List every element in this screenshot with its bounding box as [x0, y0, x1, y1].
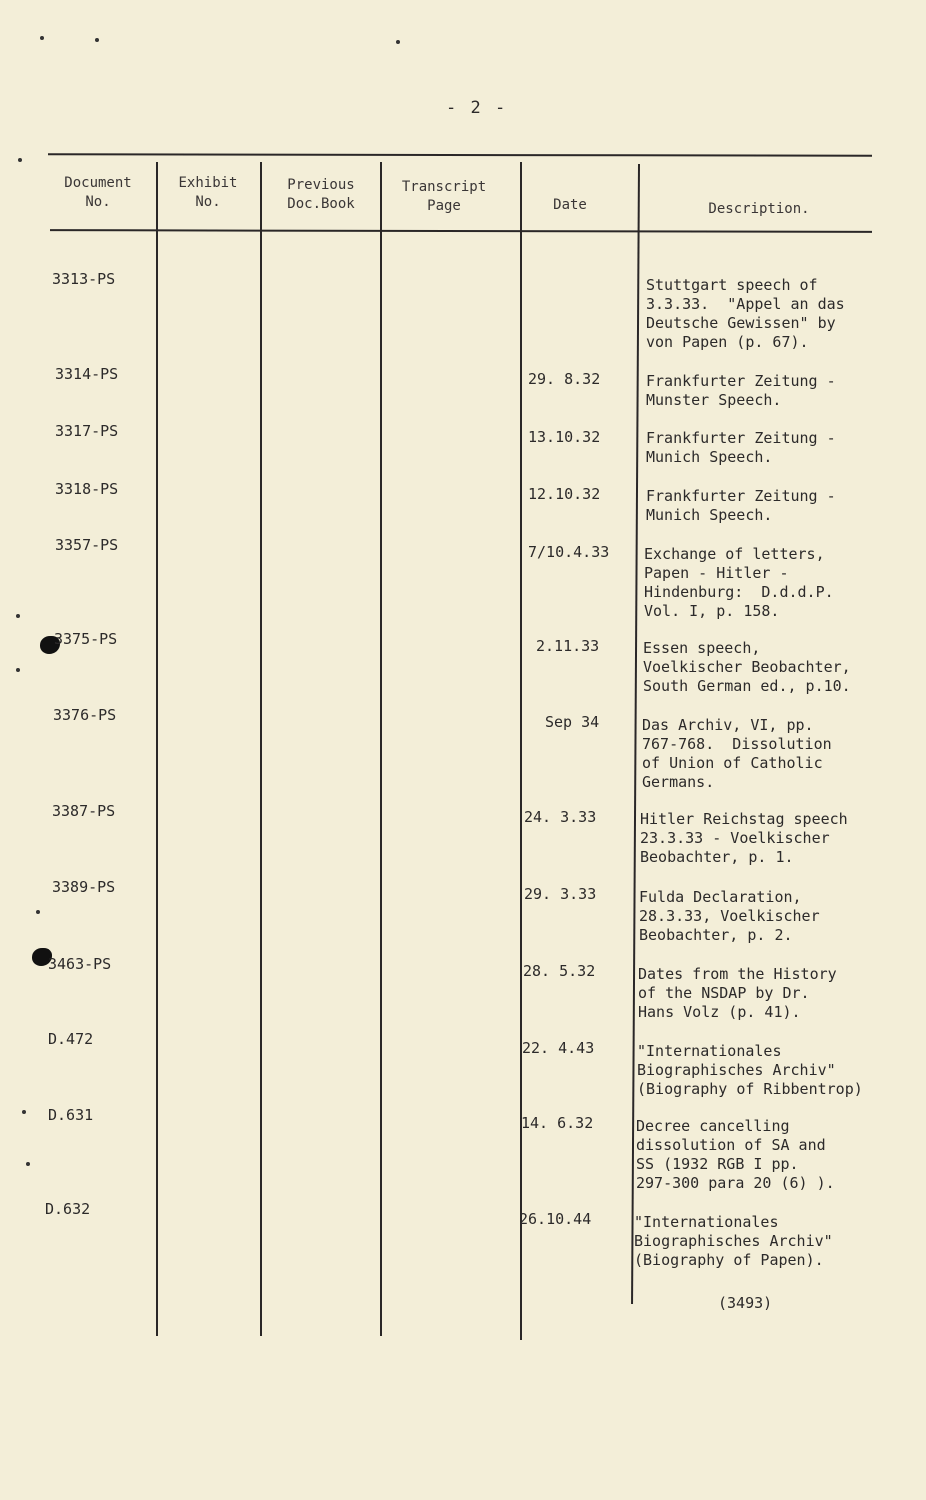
table-row-date: 22. 4.43 — [522, 1039, 595, 1057]
table-row-description: "Internationales Biographisches Archiv" (Biography of Papen). — [634, 1213, 833, 1269]
header-bottom-rule — [50, 229, 872, 233]
table-row-date: 7/10.4.33 — [528, 543, 610, 561]
table-row-date: 24. 3.33 — [524, 808, 597, 826]
paper-speck — [396, 40, 400, 44]
header-previous-doc-book: Previous Doc.Book — [287, 177, 355, 212]
table-row-date: 29. 8.32 — [528, 370, 601, 388]
table-row-doc-no: 3318-PS — [55, 480, 119, 498]
table-row-description: Frankfurter Zeitung - Munster Speech. — [646, 372, 836, 409]
paper-speck — [22, 1110, 26, 1114]
header-description: Description. — [708, 201, 810, 217]
paper-speck — [18, 158, 22, 162]
table-row-doc-no: 3387-PS — [52, 802, 116, 820]
paper-speck — [26, 1162, 30, 1166]
table-row-doc-no: D.632 — [45, 1200, 91, 1218]
table-top-rule — [48, 153, 872, 156]
column-divider-4 — [520, 162, 522, 1340]
table-row-date: 28. 5.32 — [523, 962, 596, 980]
table-row-description: Essen speech, Voelkischer Beobachter, South German ed., p.10. — [643, 639, 851, 695]
paper-speck — [16, 614, 20, 618]
header-exhibit-no: Exhibit No. — [178, 175, 238, 210]
paper-speck — [40, 36, 44, 40]
table-row-doc-no: D.472 — [48, 1030, 94, 1048]
paper-speck — [95, 38, 99, 42]
table-row-date: 14. 6.32 — [521, 1114, 594, 1132]
table-row-doc-no: 3375-PS — [54, 630, 118, 648]
table-row-description: Dates from the History of the NSDAP by Dr. Hans Volz (p. 41). — [638, 965, 837, 1021]
table-row-description: Stuttgart speech of 3.3.33. "Appel an das Deutsche Gewissen" by von Papen (p. 67). — [646, 276, 845, 351]
table-row-description: Fulda Declaration, 28.3.33, Voelkischer Beobachter, p. 2. — [639, 888, 820, 944]
column-divider-2 — [260, 162, 262, 1336]
table-row-doc-no: 3357-PS — [55, 536, 119, 554]
table-row-date: 2.11.33 — [536, 637, 600, 655]
table-row-description: Decree cancelling dissolution of SA and SS (1932 RGB I pp. 297-300 para 20 (6) ). — [636, 1117, 835, 1192]
header-transcript-page: Transcript Page — [401, 179, 487, 214]
header-document-no: Document No. — [64, 175, 132, 210]
table-row-doc-no: D.631 — [48, 1106, 94, 1124]
table-row-doc-no: 3389-PS — [52, 878, 116, 896]
paper-speck — [16, 668, 20, 672]
table-row-doc-no: 3313-PS — [52, 270, 116, 288]
table-row-description: Exchange of letters, Papen - Hitler - Hindenburg: D.d.d.P. Vol. I, p. 158. — [644, 545, 834, 620]
table-row-description: Das Archiv, VI, pp. 767-768. Dissolution of Union of Catholic Germans. — [642, 716, 832, 791]
table-row-doc-no: 3317-PS — [55, 422, 119, 440]
table-row-date: 13.10.32 — [528, 428, 601, 446]
page-number: - 2 - — [446, 98, 508, 118]
column-divider-3 — [380, 162, 382, 1336]
page-footer-number: (3493) — [718, 1294, 773, 1312]
table-row-date: 29. 3.33 — [524, 885, 597, 903]
paper-speck — [36, 910, 40, 914]
table-row-description: "Internationales Biographisches Archiv" (Biography of Ribbentrop) — [637, 1042, 863, 1098]
table-row-description: Frankfurter Zeitung - Munich Speech. — [646, 429, 836, 466]
table-row-doc-no: 3314-PS — [55, 365, 119, 383]
table-row-description: Hitler Reichstag speech 23.3.33 - Voelkischer Beobachter, p. 1. — [640, 810, 848, 866]
table-row-doc-no: 3376-PS — [53, 706, 117, 724]
header-date: Date — [553, 197, 587, 213]
column-divider-1 — [156, 162, 158, 1336]
table-row-date: 26.10.44 — [519, 1210, 592, 1228]
table-row-date: 12.10.32 — [528, 485, 601, 503]
table-row-description: Frankfurter Zeitung - Munich Speech. — [646, 487, 836, 524]
table-row-date: Sep 34 — [545, 713, 600, 731]
table-row-doc-no: 3463-PS — [48, 955, 112, 973]
